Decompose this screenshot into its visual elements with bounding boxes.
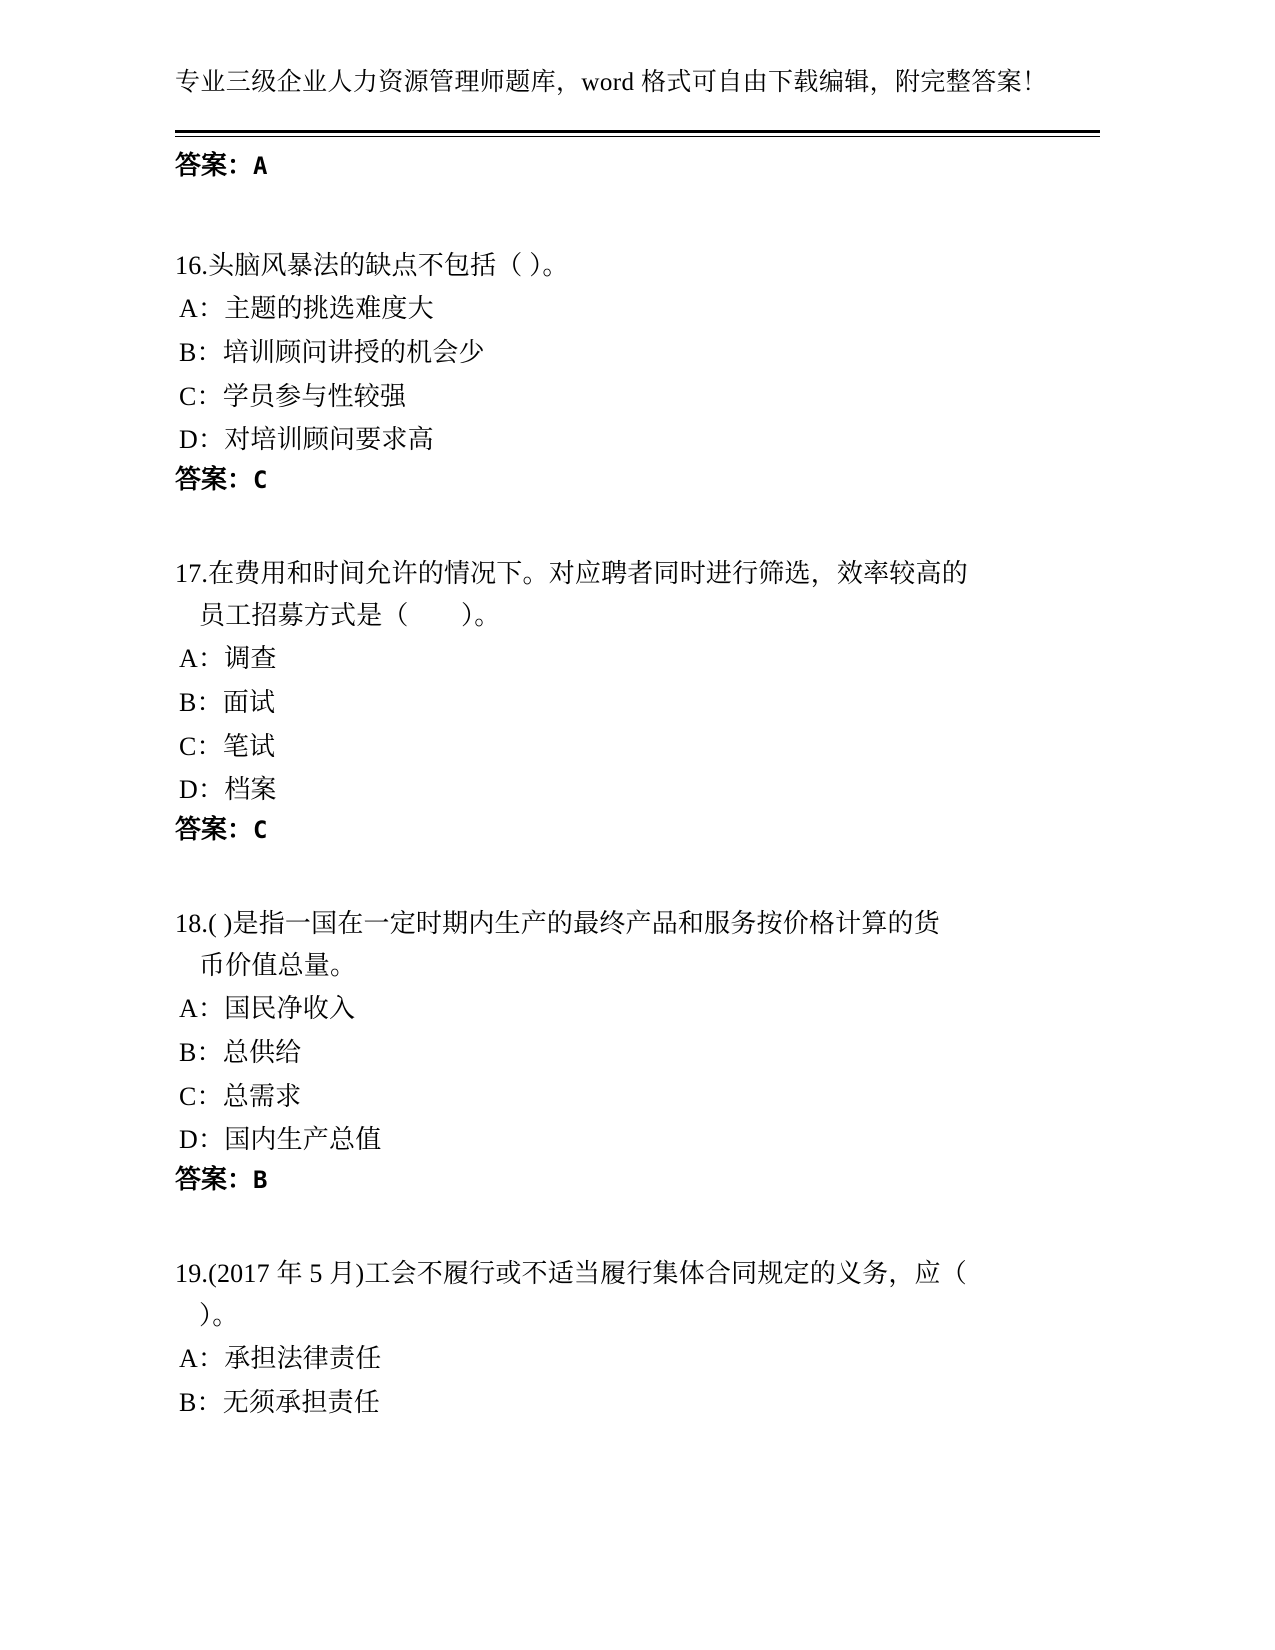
question-number: 18. (175, 908, 209, 938)
answer-value: C (253, 465, 268, 494)
option-a (175, 637, 1105, 681)
option-b (175, 331, 1105, 375)
option-c-label: C： (179, 731, 223, 761)
option-a-text: 承担法律责任 (224, 1344, 382, 1374)
option-d-text: 对培训顾问要求高 (224, 425, 434, 455)
option-d-label: D： (179, 425, 225, 455)
option-b-label: B： (179, 1387, 223, 1417)
answer-line (175, 148, 1105, 183)
option-b-text: 培训顾问讲授的机会少 (222, 337, 485, 367)
option-c (175, 725, 1105, 769)
answer-value: C (253, 815, 268, 844)
answer-label: 答案： (175, 151, 254, 180)
answer-label: 答案： (175, 464, 254, 494)
option-b-text: 无须承担责任 (222, 1387, 380, 1417)
question-stem (175, 553, 1105, 637)
question-block (175, 903, 1105, 1197)
question-text: (2017 年 5 月)工会不履行或不适当履行集体合同规定的义务，应（ (208, 1258, 967, 1288)
document-body (175, 148, 1105, 1425)
question-block (175, 245, 1105, 497)
option-d-label: D： (179, 775, 225, 805)
answer-value: A (253, 152, 268, 180)
question-text: 在费用和时间允许的情况下。对应聘者同时进行筛选，效率较高的 (208, 558, 968, 588)
option-c-text: 总需求 (222, 1081, 302, 1111)
option-c (175, 375, 1105, 419)
option-a (175, 987, 1105, 1031)
option-c (175, 1075, 1105, 1119)
option-a-label: A： (179, 1344, 225, 1374)
header-divider (175, 130, 1100, 133)
option-a-text: 调查 (224, 644, 277, 674)
option-a-text: 主题的挑选难度大 (224, 294, 434, 324)
option-c-text: 笔试 (222, 731, 276, 761)
option-b (175, 681, 1105, 725)
option-b-label: B： (179, 1037, 223, 1067)
option-b (175, 1031, 1105, 1075)
option-a (175, 287, 1105, 331)
option-c-text: 学员参与性较强 (222, 381, 407, 411)
option-a-label: A： (179, 294, 225, 324)
option-d-label: D： (179, 1125, 225, 1155)
question-text: 头脑风暴法的缺点不包括（ ）。 (208, 251, 569, 281)
option-b-text: 总供给 (222, 1037, 302, 1067)
question-stem (175, 903, 1105, 987)
question-block (175, 553, 1105, 847)
question-text-cont: ）。 (199, 1301, 239, 1331)
option-a (175, 1337, 1105, 1381)
question-text-cont: 币价值总量。 (199, 951, 357, 981)
question-number: 16. (175, 251, 209, 281)
page-header: 专业三级企业人力资源管理师题库，word 格式可自由下载编辑，附完整答案！ (175, 69, 1048, 96)
option-c-label: C： (179, 1081, 223, 1111)
option-d (175, 418, 1105, 462)
option-c-label: C： (179, 381, 223, 411)
question-number: 17. (175, 558, 209, 588)
option-b (175, 1381, 1105, 1425)
answer-value: B (253, 1165, 268, 1194)
option-a-label: A： (179, 644, 225, 674)
answer-line (175, 462, 1105, 497)
option-d (175, 1118, 1105, 1162)
question-number: 19. (175, 1258, 209, 1288)
option-a-label: A： (179, 994, 225, 1024)
option-d (175, 768, 1105, 812)
answer-line (175, 812, 1105, 847)
question-text: ( )是指一国在一定时期内生产的最终产品和服务按价格计算的货 (208, 908, 940, 938)
option-a-text: 国民净收入 (224, 994, 356, 1024)
answer-label: 答案： (175, 814, 254, 844)
question-text-cont: 员工招募方式是（ ）。 (199, 601, 501, 631)
option-d-text: 国内生产总值 (224, 1125, 382, 1155)
option-d-text: 档案 (224, 775, 277, 805)
question-block (175, 1253, 1105, 1425)
question-stem (175, 245, 1105, 287)
option-b-label: B： (179, 337, 223, 367)
option-b-label: B： (179, 687, 223, 717)
answer-label: 答案： (175, 1164, 254, 1194)
option-b-text: 面试 (222, 687, 276, 717)
question-stem (175, 1253, 1105, 1337)
answer-line (175, 1162, 1105, 1197)
